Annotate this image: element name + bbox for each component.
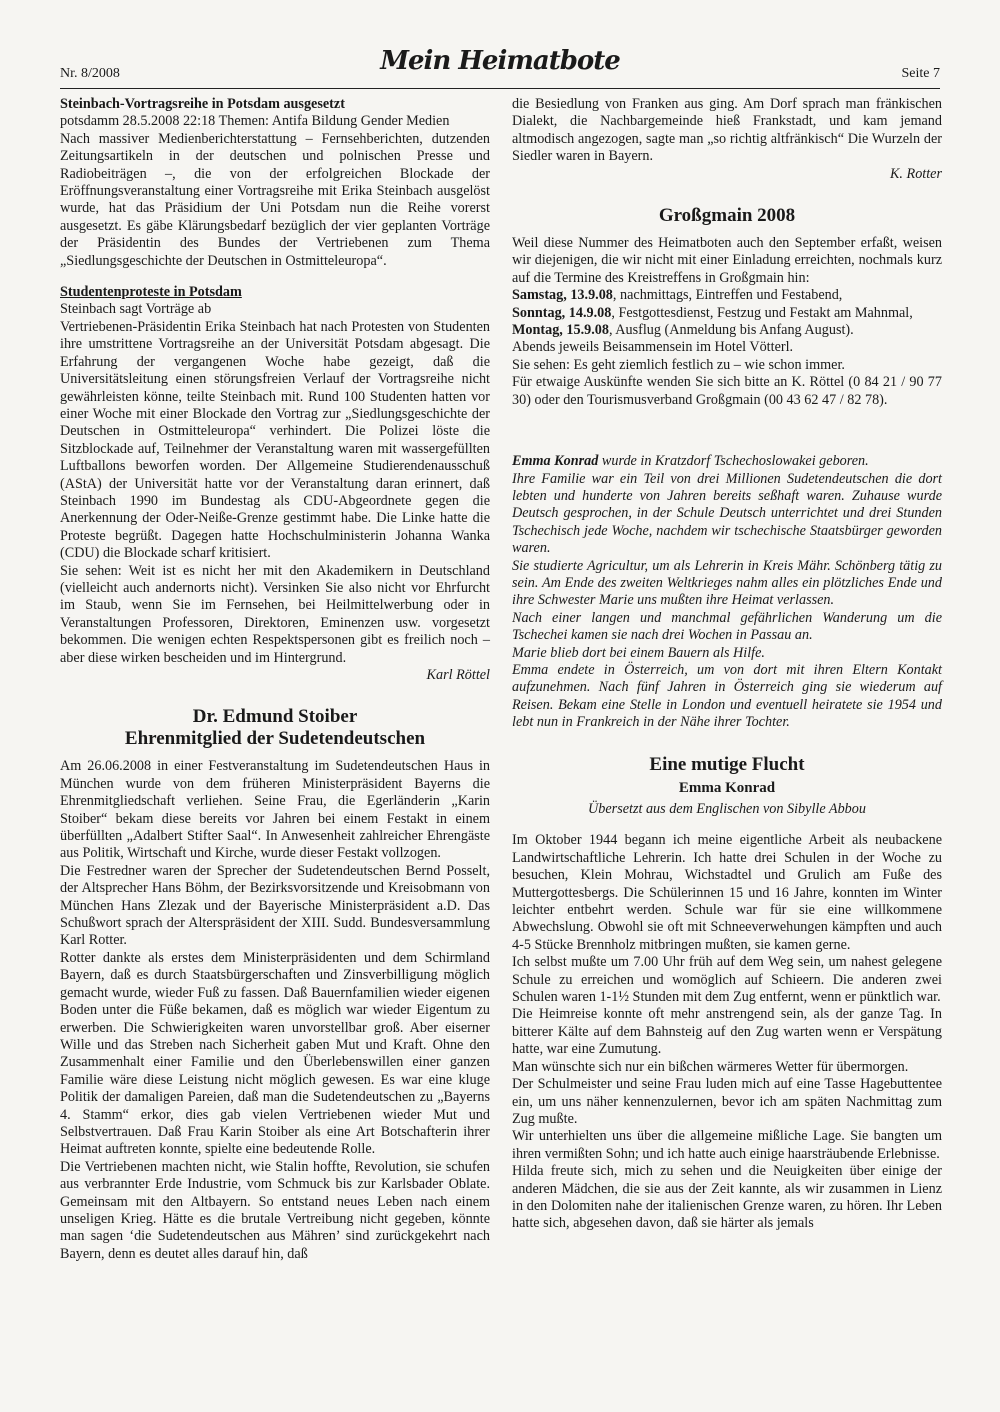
issue-number: Nr. 8/2008 [60,66,120,81]
article-headline: Dr. Edmund Stoiber [192,706,358,728]
article-paragraph: Abends jeweils Beisammensein im Hotel Vötterl. [512,339,794,356]
article-paragraph: Die Heimreise konnte oft mehr anstrengend sein, als der ganze Tag. In bitterer Kälte auf dem Bahnsteig auf den Zug warten wenn er Verspätung hatte, war eine Zumutung. [512,1006,942,1058]
article-paragraph: Vertriebenen-Präsidentin Erika Steinbach hat nach Protesten von Studenten ihre umstrittene Vortragsreihe an der Universität Potsdam abgesagt. Die Erfahrung der vergangenen Woche habe gezeigt, daß die Universitätsleitung einen störungsfreien Verlauf der Vortragsreihe nicht gewährleisten könne, teilte Steinbach mit. Rund 100 Studenten hatten vor einer Woche mit einer Blockade den Vortrag zur „Siedlungsgeschichte der Deutschen in Ostmitteleuropa“ verhindert. Die Polizei löste die Sitzblockade auf, Teilnehmer der Veranstaltung waren mit wassergefüllten Luftballons beworfen worden. Der Allgemeine Studierendenausschuß (AStA) der Universität hatte vor der Veranstaltung daran erinnert, daß Steinbach 1990 im Bundestag als CDU-Abgeordnete gegen die Anerkennung der Oder-Neiße-Grenze gestimmt habe. Die Linke hatte die Proteste begrüßt. Dagegen hatte Hochschulministerin Johanna Wanka (CDU) die Blockade scharf kritisiert. [60,318,490,562]
bio-paragraph: Marie blieb dort bei einem Bauern als Hilfe. [512,644,765,661]
article-paragraph: Nach massiver Medienberichterstattung – Fernsehberichten, dutzenden Zeitungsartikeln in der deutschen und polnischen Presse und Radiobeiträgen –, die von der erfolgreichen Blockade der Eröffnungsveranstaltung einer Vortragsreihe mit Erika Steinbach ausgelöst wurde, hat das Präsidium der Uni Potsdam nun die Reihe vorerst ausgesetzt. Es gäbe Klärungsbedarf bezüglich der vier geplanten Vorträge der Präsidentin des Bundes der Vertriebenen zum Thema „Siedlungsgeschichte der Deutschen in Ostmitteleuropa“. [60,130,490,269]
article-title: Steinbach-Vortragsreihe in Potsdam ausgesetzt [60,96,345,112]
article-paragraph: Weil diese Nummer des Heimatboten auch den September erfaßt, weisen wir diejenigen, die wir nicht mit einer Einladung erreichten, nochmals kurz auf die Termine des Kreistreffens in Großgmain hin: [512,235,942,286]
bio-name: Emma Konrad [512,453,599,470]
event-date-line: Samstag, 13.9.08, nachmittags, Eintreffen und Festabend, [512,287,843,304]
article-paragraph: Sie sehen: Es geht ziemlich festlich zu – wie schon immer. [512,356,845,373]
bio-intro: Emma Konrad wurde in Kratzdorf Tschechoslowakei geboren. [512,453,869,470]
article-paragraph: Im Oktober 1944 begann ich meine eigentliche Arbeit als neubackene Landwirtschaftliche Lehrerin. Ich hatte drei Schulen in der Woche zu besuchen, Klein Mohrau, Wichstadtel und Grulich am Fuße des Muttergottesbergs. Die Schülerinnen 15 und 16 Jahre, konnten im Winter leichter entbehrt werden. Schule war für sie eine willkommene Abwechslung. Obwohl sie oft mit Schneeverwehungen kämpften und auch 4-5 Stücke Brennholz mitbringen mußten, sie kamen gerne. [512,832,942,953]
event-date: Samstag, 13.9.08 [512,287,613,304]
article-paragraph: Am 26.06.2008 in einer Festveranstaltung im Sudetendeutschen Haus in München wurde von dem früheren Ministerpräsident Bayerns die Ehrenmitgliedschaft verliehen. Seine Frau, die Egerländerin „Karin Stoiber“ bekam diese bereits vor Jahren bei einem Festakt in einem überfüllten „Adalbert Stifter Saal“. In Anwesenheit zahlreicher Ehrengäste aus Politik, Wirtschaft und Kirche, wurde dieser Festakt vollzogen. [60,758,490,862]
event-date: Montag, 15.9.08 [512,322,609,339]
article-paragraph: Sie sehen: Weit ist es nicht her mit den Akademikern in Deutschland (vielleicht auch andernorts nicht). Versinken Sie also nicht vor Ehrfurcht im Staub, wenn Sie im Fernsehen, bei Heilmittelwerbung oder in Veranstaltungen Professoren, Direktoren, Eminenzen usw. vorgesetzt bekommen. Die wenigen echten Respektspersonen gibt es freilich noch – aber diese wirken bescheiden und im Hintergrund. [60,562,490,666]
article-paragraph: Wir unterhielten uns über die allgemeine mißliche Lage. Sie bangten um ihren vermißten Sohn; und ich hatte auch einige haarsträubende Erlebnisse. [512,1128,942,1162]
article-headline: Großgmain 2008 [658,205,796,227]
event-date-line: Montag, 15.9.08, Ausflug (Anmeldung bis Anfang August). [512,322,854,339]
event-date: Sonntag, 14.9.08 [512,304,612,321]
bio-paragraph: Ihre Familie war ein Teil von drei Millionen Sudetendeutschen die dort lebten und hunderte von Jahren bereits seßhaft waren. Zuhause wurde Deutsch gesprochen, in der Schule Deutsch unterrichtet und drei Stunden Tschechisch jede Woche, nachdem wir tschechische Staatsbürger geworden waren. [512,470,942,557]
translator-credit: Übersetzt aus dem Englischen von Sibylle Abbou [588,801,866,817]
article-paragraph: die Besiedlung von Franken aus ging. Am Dorf sprach man fränkischen Dialekt, die Nachbargemeinde hieß Frankstadt, und kam jemand altmodisch angezogen, sagte man „so richtig altfränkisch“ Die Wurzeln der Siedler waren in Bayern. [512,96,942,165]
bio-paragraph: Emma endete in Österreich, um von dort mit ihren Eltern Kontakt aufzunehmen. Nach fünf Jahren in Österreich ging sie wiederum auf Reisen. Bekam eine Stelle in London und eventuell heiratete sie 1954 und lebt nun in Frankreich in der Nähe ihrer Tochter. [512,661,942,731]
article-paragraph: Der Schulmeister und seine Frau luden mich auf eine Tasse Hagebuttentee ein, um uns näher kennenzulernen, bevor ich am späten Nachmittag zum Zug mußte. [512,1076,942,1127]
right-column [512,96,942,1233]
article-title: Studentenproteste in Potsdam [60,284,242,301]
article-author: Karl Röttel [426,667,490,683]
article-author: Emma Konrad [678,779,776,796]
article-paragraph: Die Festredner waren der Sprecher der Sudetendeutschen Bernd Posselt, der Altsprecher Hans Böhm, der Bezirksvorsitzende und Kreisobmann von München Hans Zlezak und der Bayerische Ministerpräsident a.D. Das Schußwort sprach der Alterspräsident der XIII. Sudd. Bundesversammlung Karl Rotter. [60,862,490,949]
article-paragraph: Hilda freute sich, mich zu sehen und die Neuigkeiten über einige der anderen Mädchen, die sie aus der Zeit kannte, als wir zusammen in Lienz in den Dolomiten nahe der italienischen Grenze waren, zu hören. Ihr Leben hatte sich, abgesehen davon, daß sie härter als jemals [512,1163,942,1232]
article-headline: Eine mutige Flucht [649,753,805,775]
article-paragraph: Man wünschte sich nur ein bißchen wärmeres Wetter für übermorgen. [512,1058,909,1075]
masthead-logo: Mein Heimatbote [380,46,620,76]
bio-paragraph: Sie studierte Agricultur, um als Lehrerin in Kreis Mähr. Schönberg tätig zu sein. Am Ende des zweiten Weltkrieges nahm alles ein plötzliches Ende und ihre Schwester Marie uns mußten ihre Heimat verlassen. [512,557,942,609]
event-date-line: Sonntag, 14.9.08, Festgottesdienst, Festzug und Festakt am Mahnmal, [512,304,913,321]
article-paragraph: Die Vertriebenen machten nicht, wie Stalin hoffte, Revolution, sie schufen aus verbrannter Erde Industrie, vom Schmuck bis zur Karlsbader Oblate. Gemeinsam mit den Altbayern. So entstand neues Leben nach einem unseligen Krieg. Hätte es die brutale Vertreibung nicht gegeben, könnte man sagen ‘die Sudetendeutschen aus Mähren’ sind zurückgekehrt nach Bayern, denn es deutet alles darauf hin, daß [60,1158,490,1262]
article-headline-sub: Ehrenmitglied der Sudetendeutschen [124,728,426,750]
article-subtitle: Steinbach sagt Vorträge ab [60,301,212,318]
article-author: K. Rotter [889,165,942,182]
page-number: Seite 7 [901,66,940,81]
bio-paragraph: Nach einer langen und manchmal gefährlichen Wanderung um die Tschechei kamen sie nach drei Wochen in Passau an. [512,609,942,644]
article-paragraph: Für etwaige Auskünfte wenden Sie sich bitte an K. Röttel (0 84 21 / 90 77 30) oder den Tourismusverband Großgmain (00 43 62 47 / 82 78). [512,374,942,408]
article-paragraph: Rotter dankte als erstes dem Ministerpräsidenten und dem Schirmland Bayern, daß es durch Staatsbürgerschaften und Zinsverbilligung möglich gemacht wurde, wieder Fuß zu fassen. Daß Bauernfamilien wieder eigenen Boden unter die Füße bekamen, daß es möglich war wieder Eigentum zu erwerben. Die Schwierigkeiten waren unvorstellbar groß. Aber eiserner Wille und das Streben nach Sicherheit gaben Mut und Kraft. Ohne den Zusammenhalt einer Familie und den Überlebenswillen einer ganzen Familie wäre diese Leistung nicht möglich gewesen. Es war eine kluge Politik der damaligen Pareien, daß man die Sudetendeutschen zu „Bayerns 4. Stamm“ erkor, dies gab vielen Vertriebenen wieder Mut und Selbstvertrauen. Daß Frau Karin Stoiber als eine Art Botschafterin ihrer Heimat auftreten konnte, spielte eine bedeutende Rolle. [60,949,490,1158]
article-meta: potsdamm 28.5.2008 22:18 Themen: Antifa Bildung Gender Medien [60,113,450,130]
left-column [60,96,490,1263]
article-paragraph: Ich selbst mußte um 7.00 Uhr früh auf dem Weg sein, um nahest gelegene Schule zu erreichen und womöglich auf Schieern. Die anderen zwei Schulen waren 1-1½ Stunden mit dem Zug entfernt, wenn er pünktlich war. [512,954,942,1006]
page-header [60,40,940,89]
